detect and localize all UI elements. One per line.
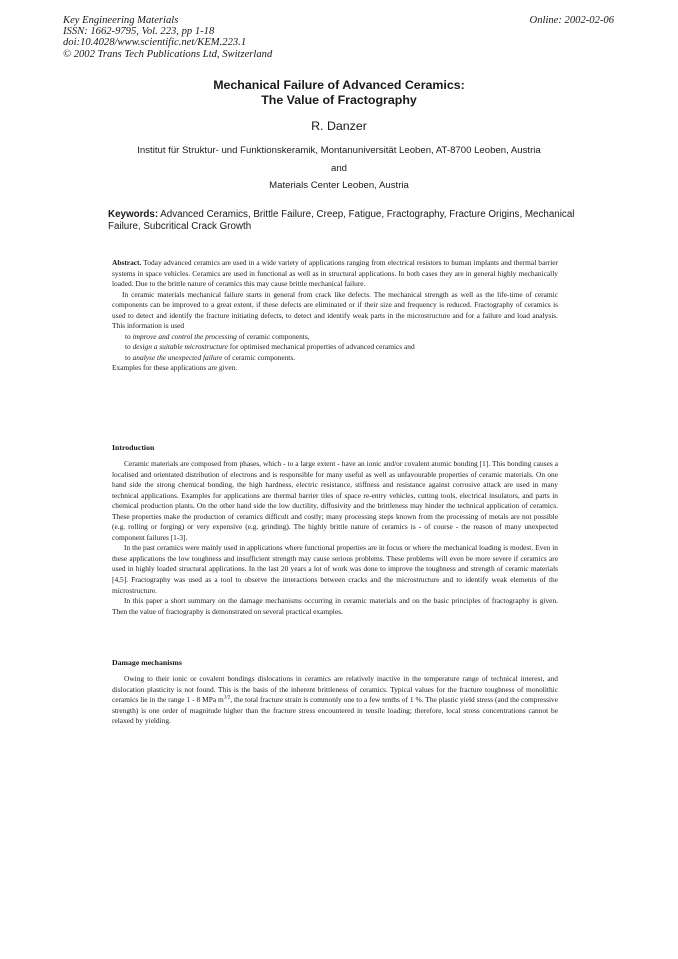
abstract (112, 258, 558, 374)
copyright-line: © 2002 Trans Tech Publications Ltd, Switzerland (63, 48, 273, 60)
introduction-paragraph-3: In this paper a short summary on the damage mechanisms occurring in ceramic materials and on the basic principles of fractography is given. Then the value of fractography is demonstrated on several practical examples. (112, 596, 558, 616)
title-line-1: Mechanical Failure of Advanced Ceramics: (213, 78, 465, 92)
introduction-body (112, 459, 558, 617)
introduction-paragraph-1: Ceramic materials are composed from phases, which - to a large extent - have an ionic and/or covalent atomic bonding [1]. This bonding causes a localised and orientated distribution of electrons and is responsible for many useful as well as unfavourable properties of ceramic materials. On one hand side the strong chemical bonding, the high hardness, electric resistance, stiffness and resistance against corrosive attack are used in many technical applications. Examples for applications are thermal barrier tiles of space re-entry vehicles, cutting tools, electrical insulators, and parts in chemical production plants. On the other hand side the low ductility, diffusivity and the brittleness may hinder the technical application of ceramics. These properties make the production of ceramics difficult and costly; many processing steps known from the processing of metals are not possible (e.g. rolling or forging) or very expensive (e.g. grinding). The highly brittle nature of ceramics is - of course - the reason of many unexpected component failures [1-3]. (112, 459, 558, 542)
doi-line: doi:10.4028/www.scientific.net/KEM.223.1 (63, 37, 247, 49)
abstract-closing: Examples for these applications are given. (112, 363, 238, 373)
affiliation (0, 142, 678, 195)
author-name: R. Danzer (311, 119, 367, 133)
affiliation-line-1: Institut für Struktur- und Funktionskeramik, Montanuniversität Leoben, AT-8700 Leoben, Austria (137, 145, 541, 156)
title-line-2: The Value of Fractography (261, 93, 417, 107)
damage-heading: Damage mechanisms (112, 658, 182, 667)
paper-title (0, 78, 678, 108)
affiliation-and: and (330, 162, 347, 174)
journal-header (63, 15, 272, 60)
abstract-list-item: to improve and control the processing of ceramic components, (125, 331, 310, 341)
keywords (108, 209, 578, 233)
abstract-paragraph-2: In ceramic materials mechanical failure starts in general from crack like defects. The mechanical strength as well as the life-time of ceramic components can be improved to a great extent, if these defects are eliminated or if their size and frequency is reduced. Fractography of ceramics is used to detect and identify the fracture initiating defects, to detect and identify weak parts in the microstructure and for a failure and load analysis. This information is used (112, 289, 558, 331)
affiliation-line-2: Materials Center Leoben, Austria (269, 180, 409, 191)
issn-line: ISSN: 1662-9795, Vol. 223, pp 1-18 (63, 26, 215, 38)
damage-paragraph-1: Owing to their ionic or covalent bondings dislocations in ceramics are relatively inactive in the temperature range of technical interest, and dislocation plasticity is not found. This is the basis of the inherent brittleness of ceramics. Typical values for the fracture toughness of monolithic ceramics lie in the range 1 - 8 MPa $m^{1/2}$, the total fracture strain is commonly one to a few tenths of 1 %. The plastic yield stress (and the compressive strength) is one order of magnitude higher than the fracture stress encountered in tensile loading; therefore, local stress concentrations cannot be relaxed by yielding. (112, 674, 558, 726)
keywords-label: Keywords: (108, 209, 159, 220)
online-date: Online: 2002-02-06 (529, 15, 614, 26)
abstract-list-item: to design a suitable microstructure for optimised mechanical properties of advanced ceramics and (125, 342, 415, 352)
journal-name: Key Engineering Materials (63, 15, 179, 26)
abstract-label: Abstract. (112, 258, 142, 267)
damage-body (112, 674, 558, 727)
introduction-paragraph-2: In the past ceramics were mainly used in applications where functional properties are in focus or where the mechanical loading is modest. Even in these applications the low toughness and insufficient strength may cause serious problems. These problems will even be more severe if ceramics are used in highly loaded structural applications. In the last 20 years a lot of work was done to improve the toughness and strength of ceramic materials [4,5]. Fractography was used as a tool to observe the interactions between cracks and the microstructure and to identify weak elements of the microstructure. (112, 543, 558, 595)
abstract-paragraph-1: Abstract. Today advanced ceramics are used in a wide variety of applications ranging from electrical resistors to human implants and thermal barrier systems in space vehicles. Ceramics are used in functional as well as in structural applications. In both cases they are in general highly mechanically loaded. Due to the brittle nature of ceramics this may cause brittle mechanical failure. (112, 258, 558, 289)
introduction-heading: Introduction (112, 443, 155, 452)
abstract-list-item: to analyse the unexpected failure of ceramic components. (125, 352, 296, 362)
keywords-text: Advanced Ceramics, Brittle Failure, Creep, Fatigue, Fractography, Fracture Origins, Mechanical Failure, Subcritical Crack Growth (108, 209, 575, 232)
